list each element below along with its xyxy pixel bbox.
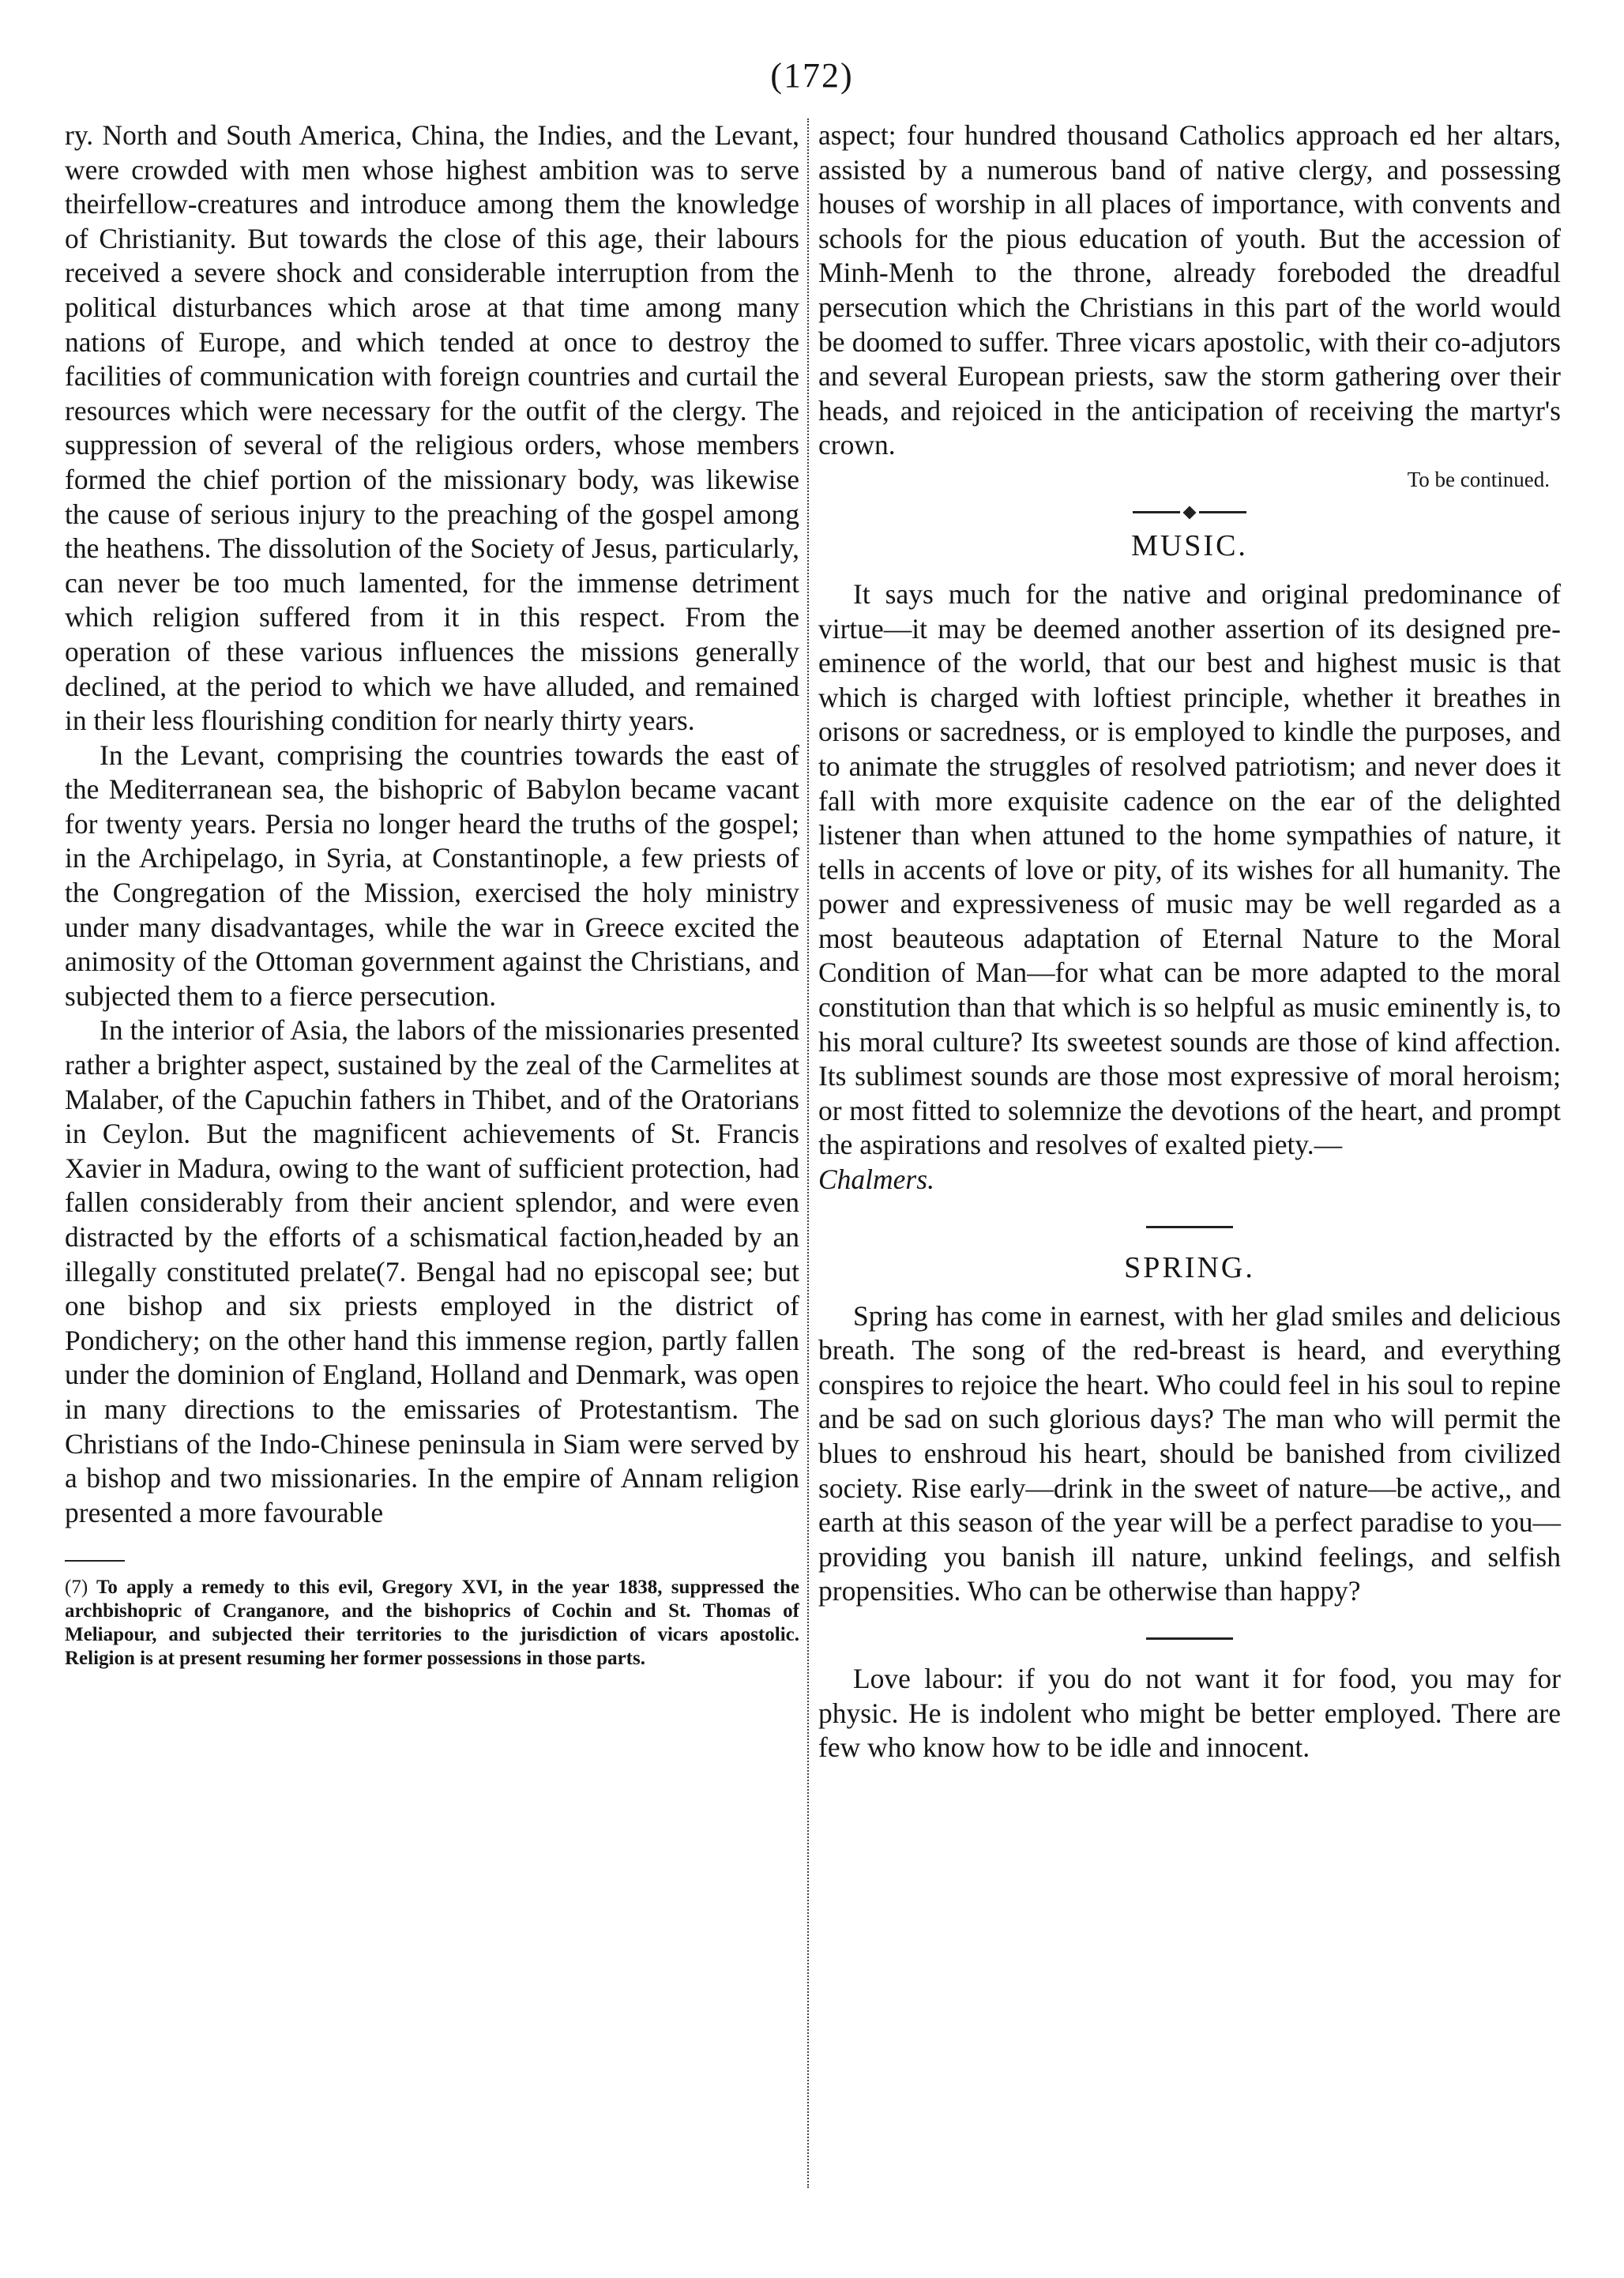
music-text [818, 577, 1561, 1197]
music-body: It says much for the native and original predominance of virtue—it may be deemed another assertion of its designed pre-eminence of the world, that our best and highest music is that which is charged with loftiest principle, whether it breathes in orisons or sacredness, or is employed to kindle the purposes, and to animate the struggles of resolved patriotism; and never does it fall with more exquisite cadence on the ear of the delighted listener than when attuned to the home sympathies of nature, it tells in accents of love or pity, of its wishes for all humanity. The power and expressiveness of music may be well regarded as a most beauteous adaptation of Eternal Nature to the Moral Condition of Man—for what can be more adapted to the moral constitution than that which is so helpful as music eminently is, to his moral culture? Its sweetest sounds are those of kind affection. Its sublimest sounds are those most expressive of moral heroism; or most fitted to solemnize the devotions of the heart, and prompt the aspirations and resolves of exalted piety.— [818, 577, 1561, 1161]
section-ornament [818, 508, 1561, 517]
right-column [818, 118, 1561, 1765]
music-attribution: Chalmers. [818, 1163, 934, 1196]
column-divider [807, 118, 809, 2188]
page-number: (172) [770, 56, 854, 95]
labour-rule [1146, 1637, 1233, 1640]
spring-text: Spring has come in earnest, with her glad smiles and delicious breath. The song of the red-breast is heard, and everything conspires to rejoice the heart. Who could feel in his soul to repine and be sad on such glorious days? The man who will permit the blues to enshroud his heart, should be banished from civilized society. Rise early—drink in the sweet of nature—be active,, and earth at this season of the year will be a perfect paradise to you—providing you banish ill nature, unkind feelings, and selfish propensities. Who can be otherwise than happy? [818, 1299, 1561, 1607]
left-paragraph-2: In the Levant, comprising the countries towards the east of the Mediterranean sea, the bishopric of Babylon became vacant for twenty years. Persia no longer heard the truths of the gospel; in the Archipelago, in Syria, at Constantinople, a few priests of the Congregation of the Mission, exercised the holy ministry under many disadvantages, while the war in Greece excited the animosity of the Ottoman government against the Christians, and subjected them to a fierce persecution. [65, 739, 799, 1012]
spring-rule [1146, 1226, 1233, 1228]
ornament-bar-left [1133, 511, 1180, 513]
left-paragraph-1: ry. North and South America, China, the Indies, and the Levant, were crowded with men whose highest ambition was to serve theirfellow-creatures and introduce among them the knowledge of Christianity. But towards the close of this age, their labours received a severe shock and considerable interruption from the political disturbances which arose at that time among many nations of Europe, and which tended at once to destroy the facilities of communication with foreign countries and curtail the resources which were necessary for the outfit of the clergy. The suppression of several of the religious orders, whose members formed the chief portion of the missionary body, was likewise the cause of serious injury to the preaching of the gospel among the heathens. The dissolution of the Society of Jesus, particularly, can never be too much lamented, for the immense detriment which religion suffered from it in this respect. From the operation of these various influences the missions generally declined, at the period to which we have alluded, and remained in their less flourishing condition for nearly thirty years. [65, 119, 799, 737]
footnote-rule [65, 1560, 125, 1562]
footnote-text: To apply a remedy to this evil, Gregory XVI, in the year 1838, suppressed the archbishopric of Cranganore, and the bishoprics of Cochin and St. Thomas of Meliapour, and subjected their territories to the jurisdiction of vicars apostolic. Religion is at present resuming her former possessions in those parts. [65, 1577, 799, 1669]
left-column [65, 118, 799, 1671]
ornament-diamond [1183, 506, 1197, 519]
continuation-paragraph: aspect; four hundred thousand Catholics approach ed her altars, assisted by a numerous band of native clergy, and possessing houses of worship in all places of importance, with convents and schools for the pious education of youth. But the accession of Minh-Menh to the throne, already foreboded the dreadful persecution which the Christians in this part of the world would be doomed to suffer. Three vicars apostolic, with their co-adjutors and several European priests, saw the storm gathering over their heads, and rejoiced in the anticipation of receiving the martyr's crown. [818, 119, 1561, 461]
footnote-marker: (7) [65, 1577, 88, 1599]
music-title: MUSIC. [1131, 528, 1248, 562]
left-paragraph-3: In the interior of Asia, the labors of the missionaries presented rather a brighter aspect, sustained by the zeal of the Carmelites at Malaber, of the Capuchin fathers in Thibet, and of the Oratorians in Ceylon. But the magnificent achievements of St. Francis Xavier in Madura, owing to the want of sufficient protection, had fallen considerably from their ancient splendor, and were even distracted by the efforts of a schismatical faction,headed by an illegally constituted prelate(7. Bengal had no episcopal see; but one bishop and six priests employed in the district of Pondichery; on the other hand this immense region, partly fallen under the dominion of England, Holland and Denmark, was open in many directions to the emissaries of Protestantism. The Christians of the Indo-Chinese peninsula in Siam were served by a bishop and two missionaries. In the empire of Annam religion presented a more favourable [65, 1014, 799, 1528]
labour-text: Love labour: if you do not want it for food, you may for physic. He is indolent who might be better employed. There are few who know how to be idle and innocent. [818, 1662, 1561, 1764]
to-be-continued: To be continued. [1407, 467, 1550, 491]
spring-title: SPRING. [1124, 1250, 1255, 1284]
ornament-bar-right [1199, 511, 1246, 513]
footnote [65, 1576, 799, 1670]
